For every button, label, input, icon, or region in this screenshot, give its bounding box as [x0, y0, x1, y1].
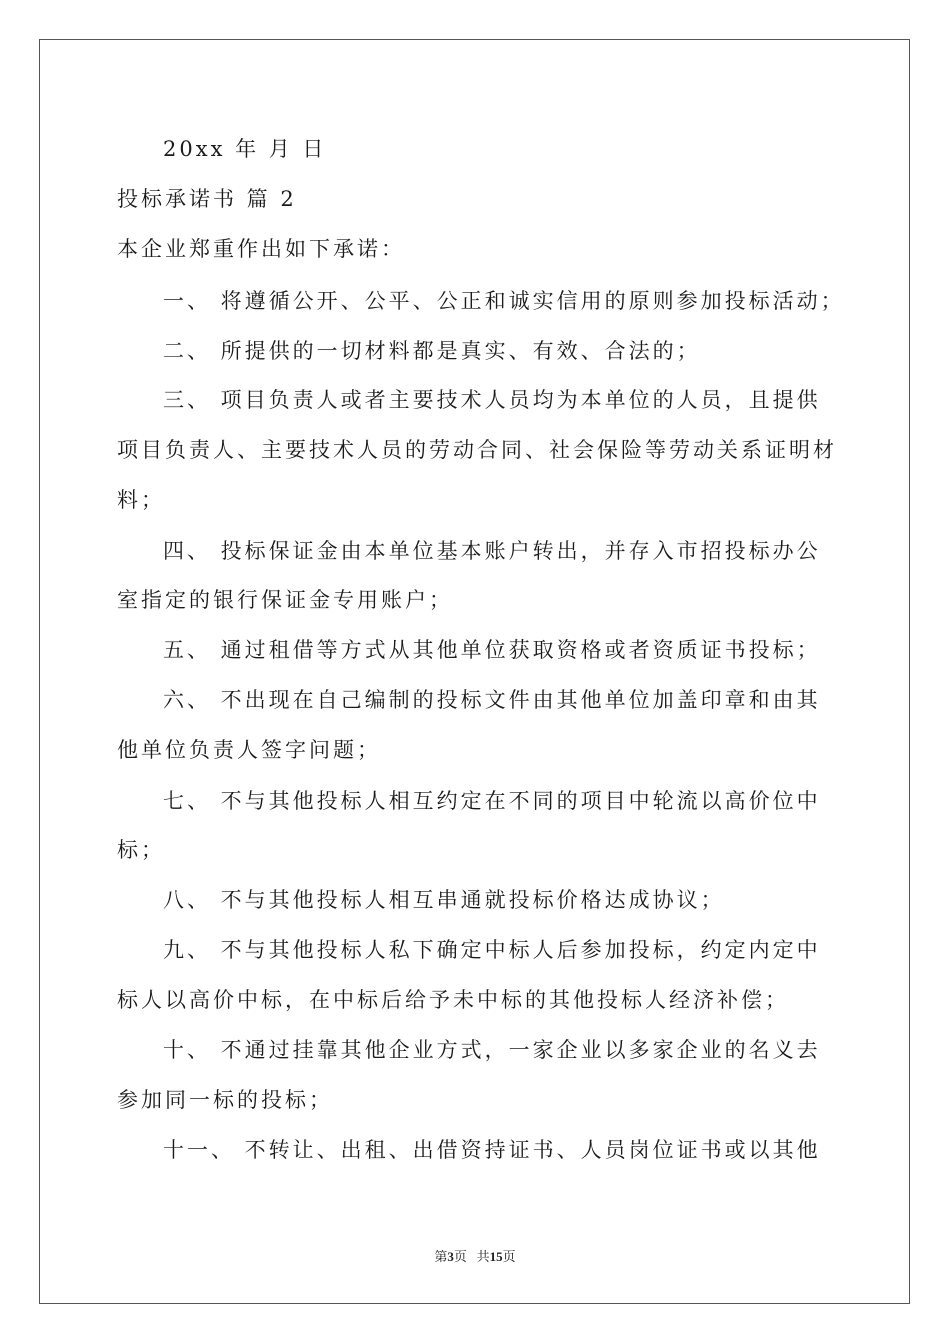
- total-unit: 页: [502, 1249, 516, 1264]
- date-line: 20xx 年 月 日: [163, 137, 327, 161]
- total-prefix: 共: [476, 1249, 490, 1264]
- page-footer: [0, 1246, 950, 1265]
- pledge-line: 二、 所提供的一切材料都是真实、有效、合法的；: [163, 339, 701, 363]
- pledge-line: 一、 将遵循公开、公平、公正和诚实信用的原则参加投标活动；: [163, 289, 845, 313]
- page-current: 3: [447, 1249, 454, 1264]
- pledge-line: 他单位负责人签字问题；: [117, 738, 381, 762]
- pledge-line: 四、 投标保证金由本单位基本账户转出，并存入市招投标办公: [163, 539, 821, 563]
- pledge-line: 十、 不通过挂靠其他企业方式，一家企业以多家企业的名义去: [163, 1038, 821, 1062]
- pledge-line: 室指定的银行保证金专用账户；: [117, 588, 453, 612]
- pledge-line: 六、 不出现在自己编制的投标文件由其他单位加盖印章和由其: [163, 688, 821, 712]
- pledge-line: 标；: [117, 838, 165, 862]
- page-prefix: 第: [434, 1249, 448, 1264]
- pledge-line: 标人以高价中标，在中标后给予未中标的其他投标人经济补偿；: [117, 988, 789, 1012]
- pledge-line: 三、 项目负责人或者主要技术人员均为本单位的人员，且提供: [163, 388, 821, 412]
- section-title: 投标承诺书 篇 2: [117, 187, 297, 211]
- pledge-line: 八、 不与其他投标人相互串通就投标价格达成协议；: [163, 888, 725, 912]
- pledge-line: 五、 通过租借等方式从其他单位获取资格或者资质证书投标；: [163, 638, 821, 662]
- pledge-line: 十一、 不转让、出租、出借资持证书、人员岗位证书或以其他: [163, 1138, 821, 1162]
- pledge-line: 项目负责人、主要技术人员的劳动合同、社会保险等劳动关系证明材: [117, 438, 837, 462]
- page-total: 15: [489, 1249, 503, 1264]
- intro-line: 本企业郑重作出如下承诺：: [117, 237, 405, 261]
- pledge-line: 料；: [117, 488, 165, 512]
- page-frame: [39, 39, 910, 1304]
- pledge-line: 参加同一标的投标；: [117, 1088, 333, 1112]
- pledge-line: 七、 不与其他投标人相互约定在不同的项目中轮流以高价位中: [163, 789, 821, 813]
- page-unit: 页: [453, 1249, 467, 1264]
- pledge-line: 九、 不与其他投标人私下确定中标人后参加投标，约定内定中: [163, 938, 821, 962]
